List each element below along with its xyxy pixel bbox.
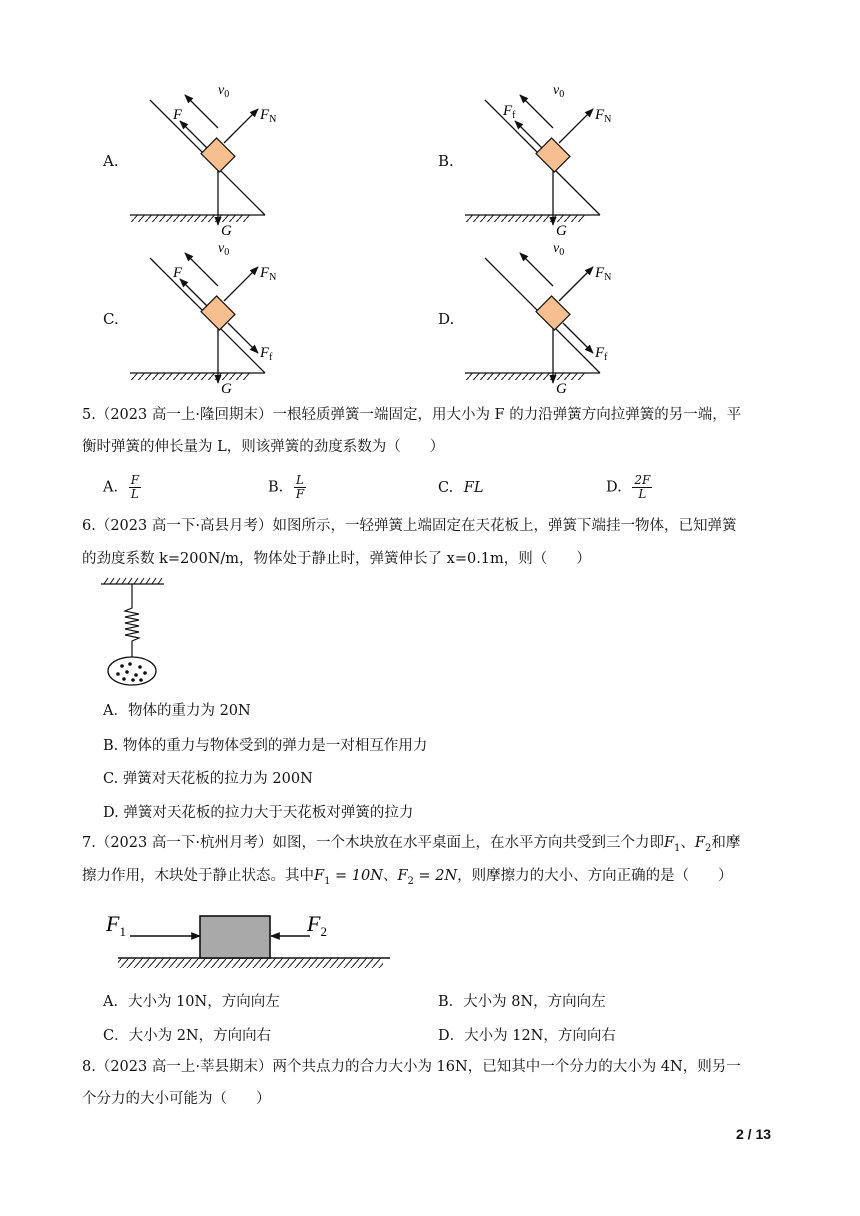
f2-symbol: F bbox=[694, 835, 705, 851]
gravity-label: G bbox=[221, 381, 232, 397]
q7-text: 和摩 bbox=[711, 835, 741, 851]
q7-option-b[interactable]: B．大小为 8N，方向向左 bbox=[438, 994, 606, 1010]
f2-subscript: 2 bbox=[704, 842, 712, 854]
f1-symbol: F bbox=[663, 835, 675, 851]
gravity-label: G bbox=[221, 223, 232, 239]
table-hatch bbox=[118, 958, 383, 968]
fraction bbox=[129, 474, 141, 501]
option-c-label[interactable]: C. bbox=[103, 310, 119, 328]
block bbox=[201, 138, 235, 172]
q5-option-d[interactable] bbox=[606, 474, 652, 501]
velocity-label: $v_0$ bbox=[218, 241, 230, 258]
wooden-block bbox=[200, 916, 270, 958]
velocity-arrow bbox=[185, 253, 218, 286]
friction-arrow bbox=[563, 323, 593, 353]
velocity-arrow bbox=[520, 95, 553, 128]
option-a-label[interactable]: A. bbox=[103, 152, 119, 170]
f2-symbol: F bbox=[397, 868, 408, 884]
q6-option-a[interactable]: A．物体的重力为 20N bbox=[103, 703, 251, 719]
normal-force-arrow bbox=[224, 267, 258, 301]
spring-figure bbox=[98, 576, 168, 688]
option-label: D. bbox=[606, 479, 622, 496]
denominator: L bbox=[130, 487, 139, 501]
numerator: F bbox=[130, 473, 140, 487]
velocity-label: $v_0$ bbox=[218, 83, 230, 100]
f2-label: $F_2$ bbox=[307, 911, 327, 939]
q7-text: 7.（2023 高一下·杭州月考）如图，一个木块放在水平桌面上，在水平方向共受到三个力即 bbox=[82, 835, 664, 851]
normal-force-label: $F_N$ bbox=[595, 107, 612, 125]
force-diagram-c bbox=[120, 233, 290, 403]
fraction bbox=[294, 474, 306, 501]
q5-option-b[interactable] bbox=[268, 474, 306, 501]
f1-symbol: F bbox=[314, 868, 325, 884]
ceiling-hatch bbox=[104, 578, 162, 584]
denominator: L bbox=[638, 487, 647, 501]
spring bbox=[125, 584, 139, 658]
ground-hatch bbox=[465, 373, 585, 380]
block bbox=[536, 138, 570, 172]
friction-label: $F_f$ bbox=[595, 345, 608, 363]
f2-equation: = 2N bbox=[413, 868, 458, 884]
q6-option-d[interactable]: D. 弹簧对天花板的拉力大于天花板对弹簧的拉力 bbox=[103, 805, 414, 821]
q5-stem-line1: 5.（2023 高一上·隆回期末）一根轻质弹簧一端固定，用大小为 F 的力沿弹簧方向拉弹簧的另一端，平 bbox=[82, 407, 742, 423]
q7-stem-line2 bbox=[82, 866, 733, 892]
velocity-label: $v_0$ bbox=[553, 241, 565, 258]
normal-force-label: $F_N$ bbox=[595, 265, 612, 283]
q7-option-c[interactable]: C．大小为 2N，方向向右 bbox=[103, 1028, 272, 1044]
denominator: F bbox=[295, 487, 305, 501]
option-b-label[interactable]: B. bbox=[438, 152, 454, 170]
force-diagram-b bbox=[455, 75, 625, 245]
q8-stem-line1: 8.（2023 高一上·莘县期末）两个共点力的合力大小为 16N，已知其中一个分力的大小为 4N，则另一 bbox=[82, 1059, 741, 1075]
f1-subscript: 1 bbox=[674, 842, 681, 854]
q6-stem-line1: 6.（2023 高一下·高县月考）如图所示，一轻弹簧上端固定在天花板上，弹簧下端挂一物体，已知弹簧 bbox=[82, 518, 737, 534]
velocity-arrow bbox=[185, 95, 218, 128]
q7-stem-line1 bbox=[82, 833, 740, 859]
friction-label: $F_f$ bbox=[503, 103, 516, 121]
normal-force-arrow bbox=[559, 267, 593, 301]
fraction bbox=[632, 474, 652, 501]
numerator: 2F bbox=[634, 473, 651, 487]
ground-hatch bbox=[130, 373, 250, 380]
option-label: A. bbox=[103, 479, 119, 496]
force-diagram-a bbox=[120, 75, 290, 245]
force-f-label: F bbox=[173, 107, 183, 123]
f1-equation: = 10N bbox=[330, 868, 383, 884]
ground-hatch bbox=[130, 215, 250, 222]
force-diagram-d bbox=[455, 233, 625, 403]
velocity-arrow bbox=[520, 253, 553, 286]
q7-option-a[interactable]: A．大小为 10N，方向向左 bbox=[103, 994, 280, 1010]
f1-subscript: 1 bbox=[324, 875, 331, 887]
normal-force-arrow bbox=[224, 109, 258, 143]
ground-hatch bbox=[465, 215, 585, 222]
block-forces-figure bbox=[100, 903, 400, 973]
q5-stem-line2: 衡时弹簧的伸长量为 L，则该弹簧的劲度系数为（ ） bbox=[82, 439, 445, 455]
gravity-label: G bbox=[556, 223, 567, 239]
gravity-label: G bbox=[556, 381, 567, 397]
normal-force-label: $F_N$ bbox=[260, 107, 277, 125]
friction-arrow bbox=[228, 323, 258, 353]
option-label: B. bbox=[268, 479, 284, 496]
option-expression: FL bbox=[463, 480, 484, 496]
f2-subscript: 2 bbox=[407, 875, 414, 887]
normal-force-label: $F_N$ bbox=[260, 265, 277, 283]
normal-force-arrow bbox=[559, 109, 593, 143]
option-d-label[interactable]: D. bbox=[438, 310, 455, 328]
q7-text: ，则摩擦力的大小、方向正确的是（ ） bbox=[457, 868, 733, 884]
f1-label: $F_1$ bbox=[106, 911, 126, 939]
q6-option-c[interactable]: C. 弹簧对天花板的拉力为 200N bbox=[103, 771, 313, 787]
velocity-label: $v_0$ bbox=[553, 83, 565, 100]
q6-option-b[interactable]: B. 物体的重力与物体受到的弹力是一对相互作用力 bbox=[103, 738, 428, 754]
page-number: 2 / 13 bbox=[736, 1126, 772, 1142]
q7-option-d[interactable]: D．大小为 12N，方向向右 bbox=[438, 1028, 616, 1044]
numerator: L bbox=[294, 474, 306, 488]
q5-option-c[interactable] bbox=[438, 480, 484, 496]
q7-text: 擦力作用，木块处于静止状态。其中 bbox=[82, 868, 314, 884]
q5-option-a[interactable] bbox=[103, 474, 141, 501]
force-f-label: F bbox=[173, 265, 183, 281]
separator: 、 bbox=[680, 835, 695, 851]
q6-stem-line2: 的劲度系数 k=200N/m，物体处于静止时，弹簧伸长了 x=0.1m，则（ ） bbox=[82, 551, 591, 567]
q8-stem-line2: 个分力的大小可能为（ ） bbox=[82, 1091, 271, 1107]
separator: 、 bbox=[382, 868, 398, 884]
option-label: C. bbox=[438, 480, 454, 496]
friction-label: $F_f$ bbox=[260, 345, 273, 363]
